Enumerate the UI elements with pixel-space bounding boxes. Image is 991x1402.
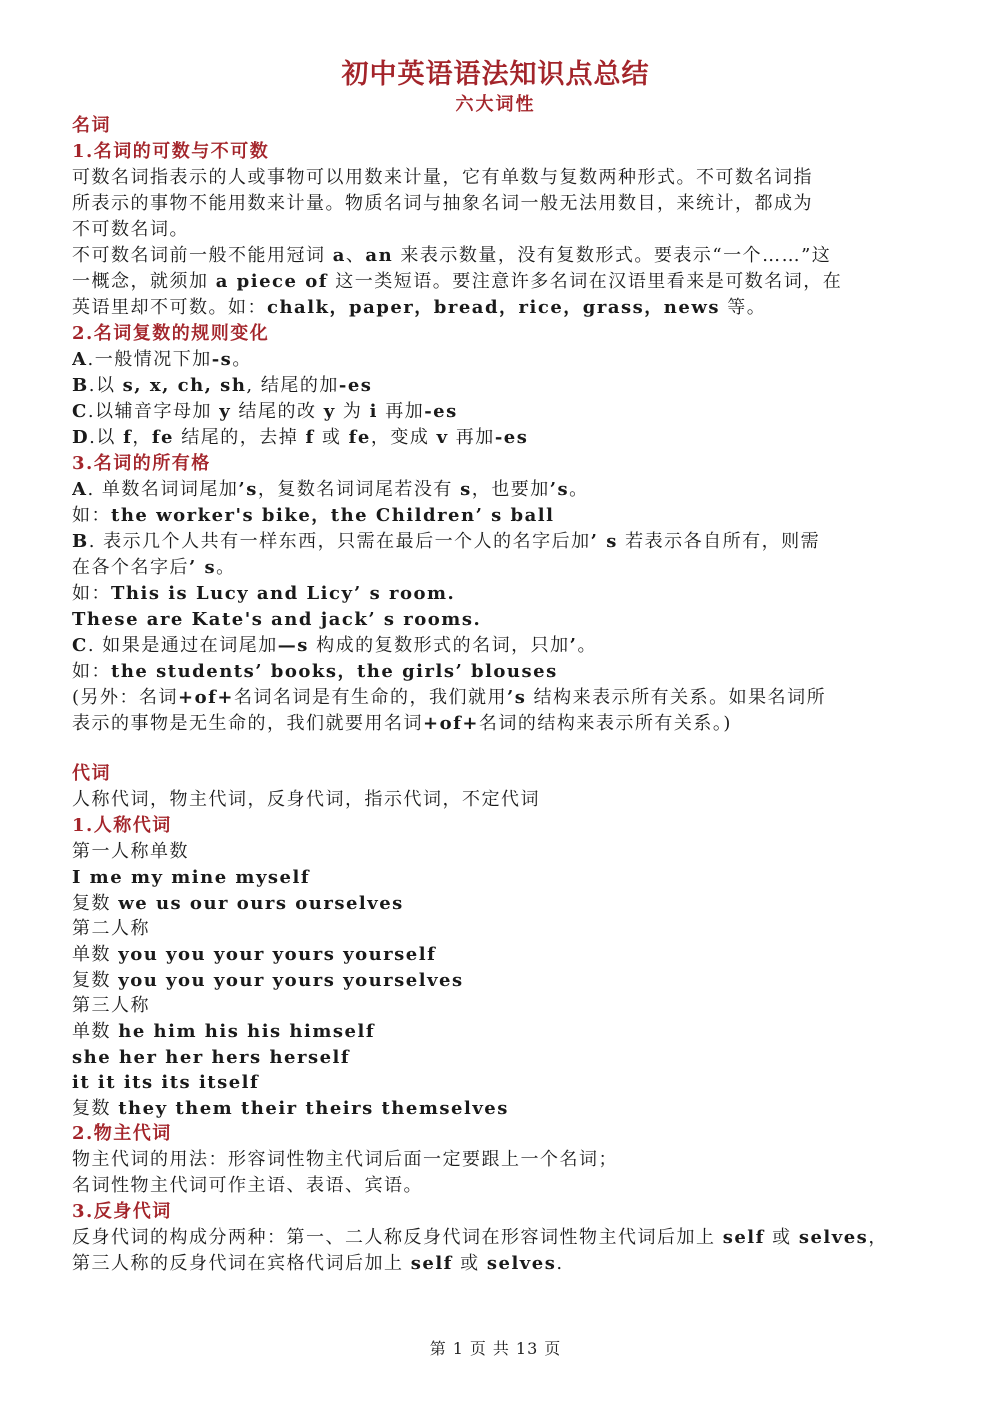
rule-line: C.以辅音字母加 y 结尾的改 y 为 i 再加-es [72,401,458,422]
pronoun-forms: 复数 we us our ours ourselves [72,892,404,914]
footer-total-word: 共 [492,1339,510,1358]
subsection-heading: 1.名词的可数与不可数 [72,141,270,162]
page-footer [0,1336,991,1359]
paragraph-line: 名词性物主代词可作主语、表语、宾语。 [72,1175,423,1196]
list-label: 第二人称 [72,918,150,939]
page-title: 初中英语语法知识点总结 [341,59,650,90]
rule-line: 在各个名字后’ s。 [72,557,236,578]
paragraph-line: 反身代词的构成分两种：第一、二人称反身代词在形容词性物主代词后加上 self 或 selves， [72,1227,888,1248]
example-line: 如：the students’ books，the girls’ blouses [72,661,558,682]
pronoun-forms: I me my mine myself [72,867,311,888]
rule-line: D.以 f，fe 结尾的，去掉 f 或 fe，变成 v 再加-es [72,427,529,448]
rule-line: A.一般情况下加-s。 [72,349,252,370]
footer-prefix: 第 [429,1339,447,1358]
note-line: (另外：名词+of+名词名词是有生命的，我们就用’s 结构来表示所有关系。如果名词所 [72,687,827,708]
footer-page-word: 页 [469,1339,487,1358]
rule-line: A. 单数名词词尾加’s，复数名词词尾若没有 s，也要加’s。 [72,479,589,500]
subsection-heading: 1.人称代词 [72,815,172,836]
spacer [72,737,922,761]
pronoun-forms: she her her hers herself [72,1046,351,1068]
list-label: 第三人称 [72,995,150,1016]
section-heading-noun: 名词 [72,115,111,136]
page-total: 13 [515,1339,539,1358]
subsection-heading: 3.反身代词 [72,1201,172,1222]
paragraph-line: 物主代词的用法：形容词性物主代词后面一定要跟上一个名词； [72,1149,618,1170]
rule-line: B.以 s, x, ch, sh, 结尾的加-es [72,375,373,396]
pronoun-forms: it it its its itself [72,1072,260,1093]
document-body [72,113,922,1277]
rule-line: C. 如果是通过在词尾加—s 构成的复数形式的名词，只加’。 [72,635,597,656]
pronoun-forms: 单数 he him his his himself [72,1021,376,1042]
paragraph-line: 人称代词，物主代词，反身代词，指示代词，不定代词 [72,789,540,810]
paragraph-line: 所表示的事物不能用数来计量。物质名词与抽象名词一般无法用数目，来统计，都成为 [72,193,813,214]
pronoun-forms: 复数 you you your yours yourselves [72,969,464,991]
example-line: These are Kate's and jack’ s rooms. [72,609,482,630]
pronoun-forms: 单数 you you your yours yourself [72,944,437,965]
paragraph-line: 可数名词指表示的人或事物可以用数来计量，它有单数与复数两种形式。不可数名词指 [72,167,813,188]
example-line: 如：the worker's bike，the Children’ s ball [72,505,555,526]
footer-suffix: 页 [544,1339,562,1358]
section-heading-pronoun: 代词 [72,763,111,784]
page-number: 1 [452,1339,464,1358]
pronoun-forms: 复数 they them their theirs themselves [72,1097,509,1119]
paragraph-line: 英语里却不可数。如：chalk，paper，bread，rice，grass，news 等。 [72,297,767,318]
example-line: 如：This is Lucy and Licy’ s room. [72,583,456,604]
paragraph-line: 不可数名词前一般不能用冠词 a、an 来表示数量，没有复数形式。要表示“一个……”这 [72,245,832,266]
list-label: 第一人称单数 [72,841,189,862]
note-line: 表示的事物是无生命的，我们就要用名词+of+名词的结构来表示所有关系。) [72,713,732,734]
paragraph-line: 不可数名词。 [72,219,189,240]
paragraph-line: 第三人称的反身代词在宾格代词后加上 self 或 selves. [72,1253,564,1274]
rule-line: B. 表示几个人共有一样东西，只需在最后一个人的名字后加’ s 若表示各自所有，则需 [72,531,821,552]
page-subtitle: 六大词性 [455,94,536,115]
subsection-heading: 3.名词的所有格 [72,453,211,474]
subsection-heading: 2.名词复数的规则变化 [72,323,270,344]
paragraph-line: 一概念，就须加 a piece of 这一类短语。要注意许多名词在汉语里看来是可数名词，在 [72,271,843,292]
subsection-heading: 2.物主代词 [72,1123,172,1144]
